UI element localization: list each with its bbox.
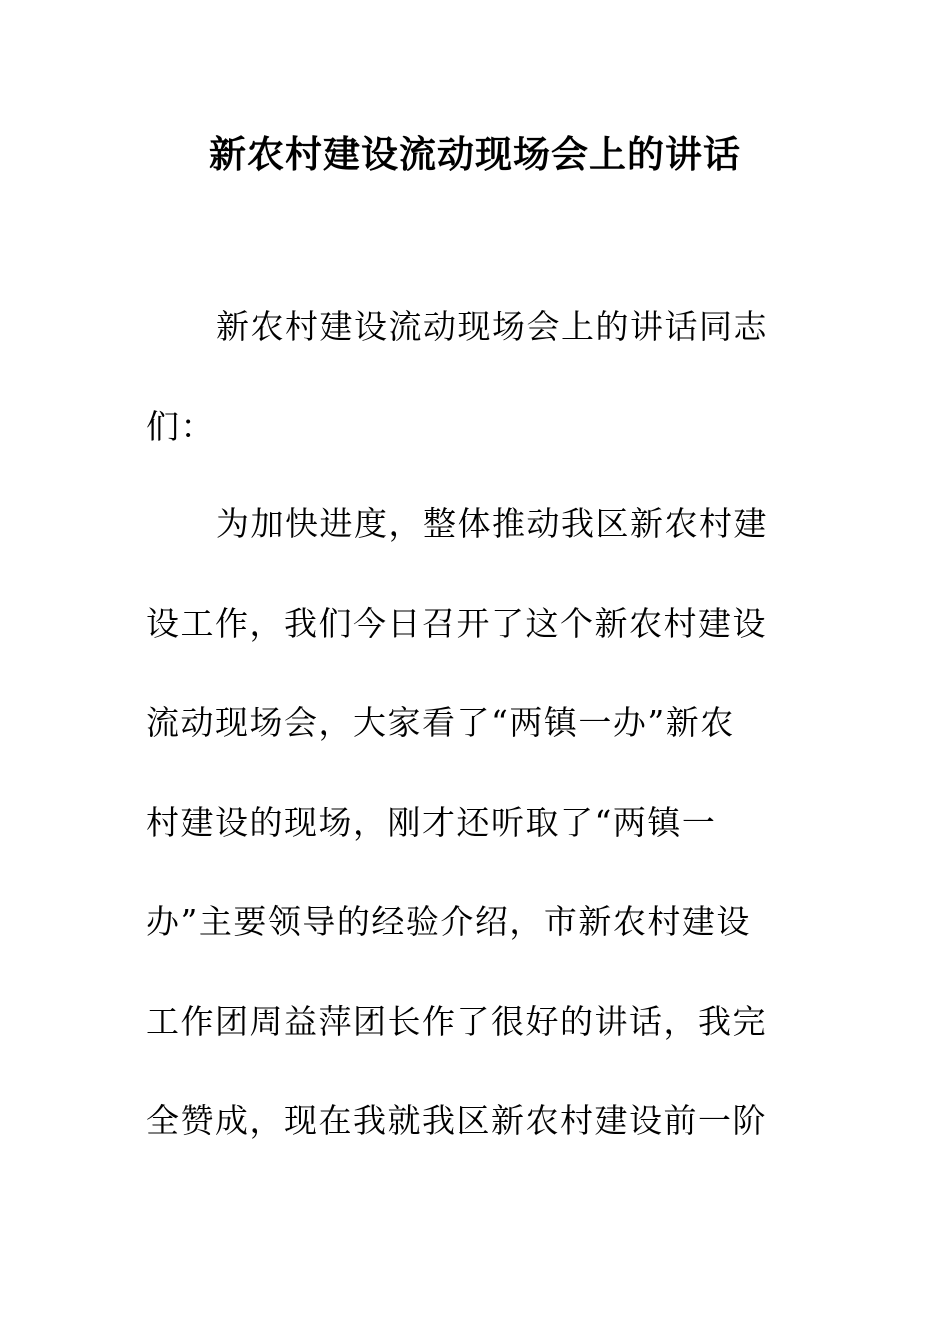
text-line: 设工作，我们今日召开了这个新农村建设 bbox=[146, 604, 767, 643]
document-title: 新农村建设流动现场会上的讲话 bbox=[209, 132, 741, 176]
text-line: 村建设的现场，刚才还听取了“两镇一 bbox=[146, 803, 717, 842]
text-line: 流动现场会，大家看了“两镇一办”新农 bbox=[146, 703, 735, 742]
text-line: 新农村建设流动现场会上的讲话同志 bbox=[216, 307, 768, 346]
text-line: 办”主要领导的经验介绍，市新农村建设 bbox=[146, 902, 751, 941]
text-line: 全赞成，现在我就我区新农村建设前一阶 bbox=[146, 1101, 767, 1140]
text-line: 为加快进度，整体推动我区新农村建 bbox=[216, 504, 768, 543]
text-line: 工作团周益萍团长作了很好的讲话，我完 bbox=[146, 1002, 767, 1041]
text-line: 们： bbox=[146, 407, 215, 446]
